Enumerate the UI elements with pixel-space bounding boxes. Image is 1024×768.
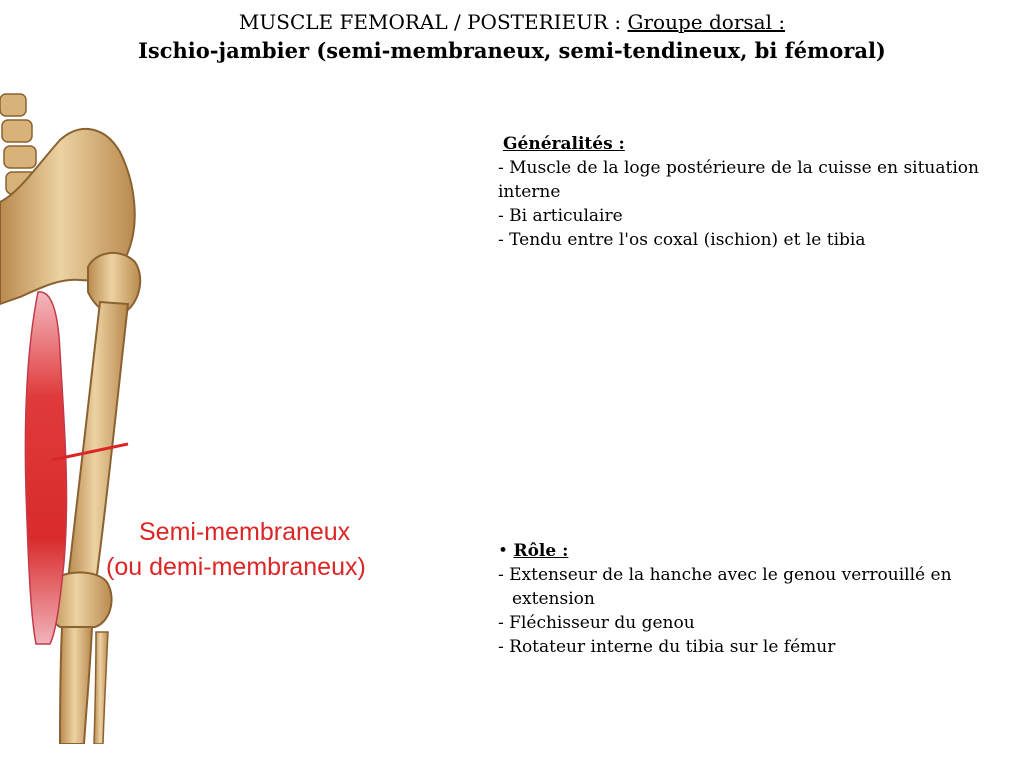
semimembranosus-muscle-shape [25, 292, 66, 644]
tibia-shape [60, 627, 92, 744]
generalites-item: - Tendu entre l'os coxal (ischion) et le tibia [498, 230, 866, 250]
role-item: - Fléchisseur du genou [498, 613, 695, 633]
slide-title [0, 8, 1024, 66]
generalites-item: interne [498, 182, 561, 202]
title-group-label: Groupe dorsal : [627, 10, 786, 34]
role-section [498, 539, 998, 659]
generalites-item: - Muscle de la loge postérieure de la cuisse en situation [498, 158, 979, 178]
leg-anatomy-image [0, 92, 470, 744]
generalites-item: - Bi articulaire [498, 206, 623, 226]
title-prefix: MUSCLE FEMORAL / POSTERIEUR : [238, 10, 628, 34]
muscle-label-line-2: (ou demi-membraneux) [106, 553, 366, 581]
generalites-heading-line [503, 132, 998, 156]
femur-shape [68, 302, 128, 582]
muscle-illustration [0, 92, 470, 744]
generalites-section [498, 132, 998, 252]
role-item: - Rotateur interne du tibia sur le fémur [498, 637, 836, 657]
role-item: extension [512, 589, 595, 609]
role-heading-line [498, 539, 998, 563]
title-line-1 [0, 8, 1024, 36]
fibula-shape [94, 632, 108, 744]
role-item: - Extenseur de la hanche avec le genou verrouillé en [498, 565, 952, 585]
title-line-2: Ischio-jambier (semi-membraneux, semi-tendineux, bi fémoral) [138, 38, 886, 63]
generalites-heading: Généralités : [503, 134, 625, 154]
role-bullet: • [498, 541, 509, 561]
muscle-label-line-1: Semi-membraneux [139, 518, 351, 546]
role-heading: Rôle : [513, 541, 569, 561]
